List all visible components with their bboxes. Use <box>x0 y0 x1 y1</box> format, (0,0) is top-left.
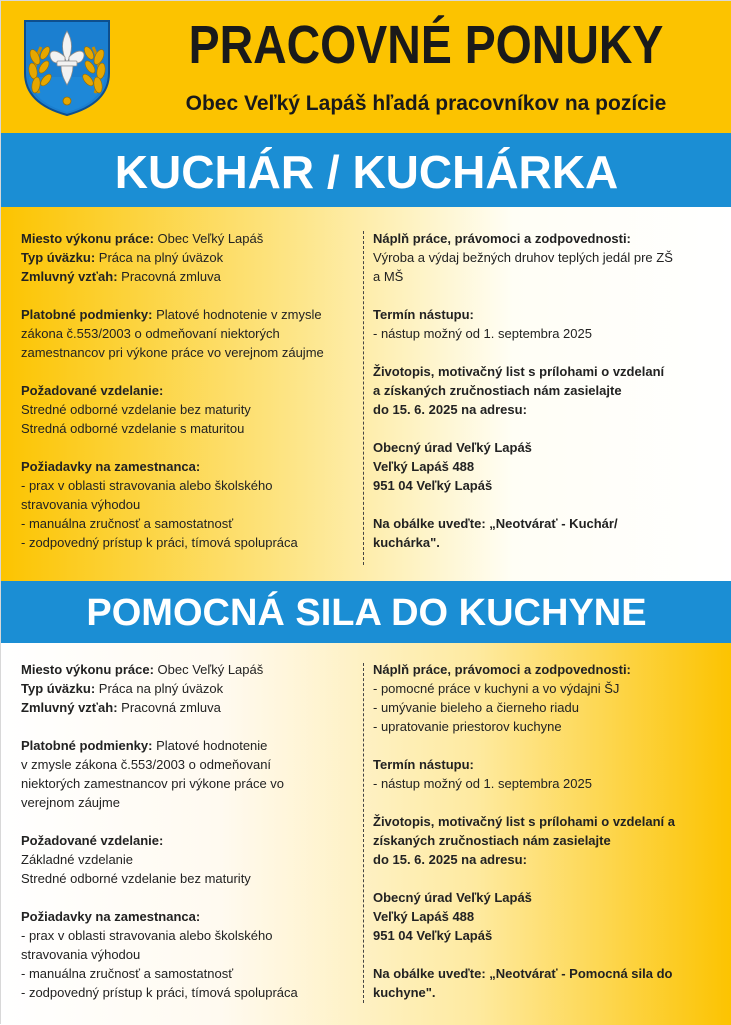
requirement-item: - manuálna zručnosť a samostatnosť <box>21 516 234 531</box>
start-value: - nástup možný od 1. septembra 2025 <box>373 326 592 341</box>
cv-text: a získaných zručnostiach nám zasielajte <box>373 383 622 398</box>
job2-basic-info <box>21 660 356 717</box>
salary-value: Platové hodnotenie <box>152 738 268 753</box>
job1-right-column <box>373 229 713 571</box>
requirement-item: - zodpovedný prístup k práci, tímová spolupráca <box>21 985 298 1000</box>
cv-text: Životopis, motivačný list s prílohami o vzdelaní a <box>373 814 675 829</box>
job2-section <box>1 643 731 1025</box>
salary-label: Platobné podmienky: <box>21 738 153 753</box>
start-value: - nástup možný od 1. septembra 2025 <box>373 776 592 791</box>
header <box>1 1 731 133</box>
salary-text: zamestnancov pri výkone práce vo verejnom záujme <box>21 345 324 360</box>
page-subtitle: Obec Veľký Lapáš hľadá pracovníkov na pozície <box>185 92 667 115</box>
salary-text: zákona č.553/2003 o odmeňovaní niektorých <box>21 326 280 341</box>
contract-value: Pracovná zmluva <box>117 700 221 715</box>
cv-text: získaných zručnostiach nám zasielajte <box>373 833 611 848</box>
salary-text: v zmysle zákona č.553/2003 o odmeňovaní <box>21 757 272 772</box>
column-divider <box>363 231 364 565</box>
job1-cv-instructions <box>373 362 713 419</box>
duties-label: Náplň práce, právomoci a zodpovednosti: <box>373 662 631 677</box>
job2-start <box>373 755 713 793</box>
job2-requirements <box>21 907 356 1002</box>
page-title: PRACOVNÉ PONUKY <box>188 15 664 75</box>
address-line: Veľký Lapáš 488 <box>373 459 475 474</box>
salary-label: Platobné podmienky: <box>21 307 153 322</box>
address-line: Veľký Lapáš 488 <box>373 909 475 924</box>
job1-address <box>373 438 713 495</box>
job1-title-banner: KUCHÁR / KUCHÁRKA <box>1 133 731 207</box>
contract-value: Pracovná zmluva <box>117 269 221 284</box>
duties-item: - pomocné práce v kuchyni a vo výdajni ŠJ <box>373 681 620 696</box>
contract-label: Zmluvný vzťah: <box>21 700 118 715</box>
start-label: Termín nástupu: <box>373 307 474 322</box>
duties-item: - upratovanie priestorov kuchyne <box>373 719 562 734</box>
salary-text: niektorých zamestnancov pri výkone práce vo <box>21 776 285 791</box>
envelope-text: Na obálke uveďte: „Neotvárať - Pomocná sila do <box>373 966 673 981</box>
job2-right-column <box>373 660 713 1021</box>
education-label: Požadované vzdelanie: <box>21 833 164 848</box>
type-value: Práca na plný úväzok <box>95 681 224 696</box>
envelope-text: kuchyne". <box>373 985 436 1000</box>
address-line: 951 04 Veľký Lapáš <box>373 478 493 493</box>
job2-address <box>373 888 713 945</box>
job2-cv-instructions <box>373 812 713 869</box>
cv-text: do 15. 6. 2025 na adresu: <box>373 852 527 867</box>
requirement-item: - prax v oblasti stravovania alebo školského <box>21 928 273 943</box>
place-value: Obec Veľký Lapáš <box>153 231 264 246</box>
type-label: Typ úväzku: <box>21 250 96 265</box>
job1-education <box>21 381 356 438</box>
duties-item: - umývanie bieleho a čierneho riadu <box>373 700 579 715</box>
job1-envelope <box>373 514 713 552</box>
job1-salary <box>21 305 356 362</box>
place-label: Miesto výkonu práce: <box>21 662 154 677</box>
address-line: Obecný úrad Veľký Lapáš <box>373 440 532 455</box>
column-divider <box>363 663 364 1003</box>
requirement-item: - prax v oblasti stravovania alebo školského <box>21 478 273 493</box>
type-value: Práca na plný úväzok <box>95 250 224 265</box>
education-item: Stredná odborné vzdelanie s maturitou <box>21 421 245 436</box>
job2-salary <box>21 736 356 812</box>
requirement-item: stravovania výhodou <box>21 497 141 512</box>
place-label: Miesto výkonu práce: <box>21 231 154 246</box>
salary-text: verejnom záujme <box>21 795 120 810</box>
duties-item: Výroba a výdaj bežných druhov teplých jedál pre ZŠ <box>373 250 673 265</box>
job1-requirements <box>21 457 356 552</box>
start-label: Termín nástupu: <box>373 757 474 772</box>
address-line: Obecný úrad Veľký Lapáš <box>373 890 532 905</box>
job2-title-banner: POMOCNÁ SILA DO KUCHYNE <box>1 581 731 643</box>
requirements-label: Požiadavky na zamestnanca: <box>21 459 201 474</box>
job1-basic-info <box>21 229 356 286</box>
education-label: Požadované vzdelanie: <box>21 383 164 398</box>
address-line: 951 04 Veľký Lapáš <box>373 928 493 943</box>
type-label: Typ úväzku: <box>21 681 96 696</box>
contract-label: Zmluvný vzťah: <box>21 269 118 284</box>
requirement-item: - manuálna zručnosť a samostatnosť <box>21 966 234 981</box>
envelope-text: Na obálke uveďte: „Neotvárať - Kuchár/ <box>373 516 618 531</box>
duties-label: Náplň práce, právomoci a zodpovednosti: <box>373 231 631 246</box>
requirement-item: - zodpovedný prístup k práci, tímová spolupráca <box>21 535 298 550</box>
envelope-text: kuchárka". <box>373 535 440 550</box>
job2-education <box>21 831 356 888</box>
requirement-item: stravovania výhodou <box>21 947 141 962</box>
job1-section <box>1 207 731 581</box>
education-item: Stredné odborné vzdelanie bez maturity <box>21 871 251 886</box>
place-value: Obec Veľký Lapáš <box>153 662 264 677</box>
cv-text: do 15. 6. 2025 na adresu: <box>373 402 527 417</box>
education-item: Základné vzdelanie <box>21 852 134 867</box>
job1-left-column <box>21 229 356 571</box>
job1-duties <box>373 229 713 286</box>
job2-left-column <box>21 660 356 1021</box>
job2-duties <box>373 660 713 736</box>
cv-text: Životopis, motivačný list s prílohami o vzdelaní <box>373 364 665 379</box>
municipal-crest-icon <box>21 17 113 117</box>
job1-start <box>373 305 713 343</box>
requirements-label: Požiadavky na zamestnanca: <box>21 909 201 924</box>
duties-item: a MŠ <box>373 269 404 284</box>
job2-envelope <box>373 964 713 1002</box>
education-item: Stredné odborné vzdelanie bez maturity <box>21 402 251 417</box>
salary-value: Platové hodnotenie v zmysle <box>152 307 322 322</box>
